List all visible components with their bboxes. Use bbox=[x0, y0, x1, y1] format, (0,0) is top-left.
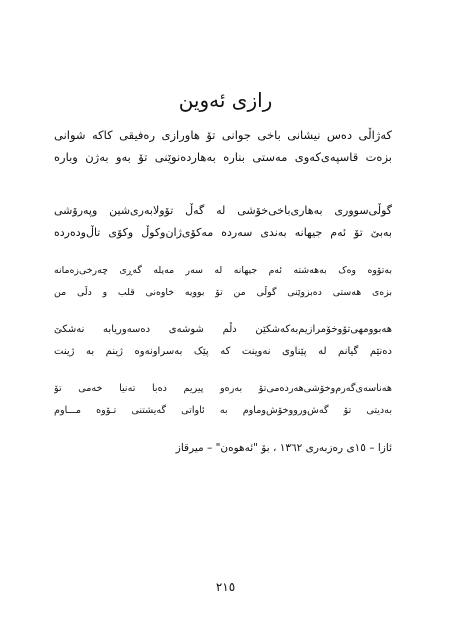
verse-line: هەبوومهی‌تۆوخۆمرازیم‌بەکەشکێن دڵم شوشەی دەسەوریابە نەشکێ bbox=[54, 324, 392, 335]
page-number: ٢١٥ bbox=[215, 580, 236, 594]
verse-line: بەبێ تۆ ئەم جیهانە بەندی سەردە مەکۆی‌ژان‌وکوڵ وکۆی تاڵ‌ودەردە bbox=[54, 226, 392, 239]
stanza-4 bbox=[54, 319, 392, 363]
verse-line: بەتۆوە وەک بەهەشتە ئەم جیهانە لە سەر مەیلە گەڕی چەرخی‌زەمانە bbox=[54, 265, 392, 276]
poem-title: رازی ئەوین bbox=[178, 88, 273, 112]
verse-line: کەژاڵی دەس نیشانی باخی جوانی تۆ هاورازی رەفیقی کاکە شوانی bbox=[54, 128, 392, 142]
poem-signature: ئازا – ١٥ی رەزبەری ١٣٦٢ ، بۆ "ئەهوەن" – میرقاز bbox=[175, 442, 392, 454]
verse-line: بەدیتی تۆ گەش‌وروو‌خۆش‌وماوم بە ئاواتی گەیشتنی تـۆوە مـــاوم bbox=[54, 405, 392, 416]
stanza-3 bbox=[54, 260, 392, 304]
verse-line: هەناسەی‌گەرم‌وخۆشی‌هەردەمی‌تۆ بەرەو پیریم دەبا تەنیا خەمی تۆ bbox=[54, 383, 392, 394]
verse-line: گوڵی‌سووری بەهاری‌باخی‌خۆشی لە گەڵ تۆ‌ولابەری‌شین وپەرۆشی bbox=[54, 204, 392, 217]
stanza-2 bbox=[54, 200, 392, 244]
stanza-1 bbox=[54, 124, 392, 168]
verse-line: بزەی هەستی دەبزوێنی گوڵی من تۆ بوویە خاوەنی قلب و دڵی من bbox=[54, 287, 392, 298]
stanza-5 bbox=[54, 378, 392, 422]
verse-line: بزەت قاسپەی‌کەوی مەستی بنارە بەهاردەنوێنی تۆ بەو بەژن وبارە bbox=[54, 150, 392, 164]
verse-line: دەنێم گیانم لە پێناوی نەوینت کە پێک بەسراونەوە ژینم بە ژینت bbox=[54, 346, 392, 357]
